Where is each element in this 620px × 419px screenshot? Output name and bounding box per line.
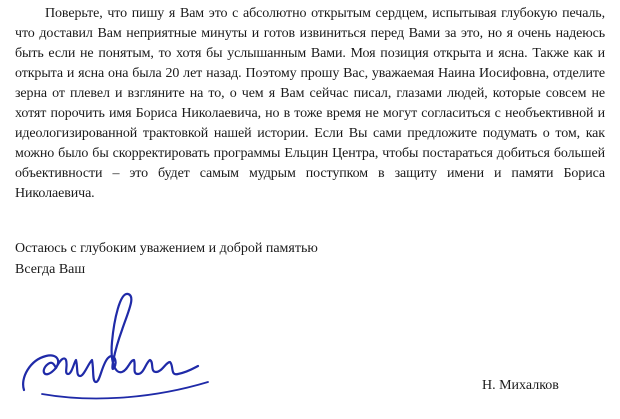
handwritten-signature	[18, 290, 248, 410]
signature-stroke	[23, 294, 198, 390]
closing-line-regards: Остаюсь с глубоким уважением и доброй памятью	[15, 241, 318, 256]
letter-closing	[15, 238, 318, 280]
letter-body-paragraph: Поверьте, что пишу я Вам это с абсолютно открытым сердцем, испытывая глубокую печаль, что доставил Вам неприятные минуты и готов извиниться перед Вами за это, но я очень надеюсь быть если не понятым, то хотя бы услышанным Вами. Моя позиция открыта и ясна. Также как и открыта и ясна она была 20 лет назад. Поэтому прошу Вас, уважаемая Наина Иосифовна, отделите зерна от плевел и взгляните на то, о чем я Вам сейчас писал, глазами людей, которые совсем не хотят порочить имя Бориса Николаевича, но в тоже время не могут согласиться с необъективной и идеологизированной трактовкой нашей истории. Если Вы сами предложите подумать о том, как можно было бы скорректировать программы Ельцин Центра, чтобы постараться добиться большей объективности – это будет самым мудрым поступком в защиту имени и памяти Бориса Николаевича.	[15, 6, 605, 201]
signer-name: Н. Михалков	[482, 378, 559, 393]
signature-underline-stroke	[42, 382, 208, 398]
closing-line-yours: Всегда Ваш	[15, 262, 86, 277]
